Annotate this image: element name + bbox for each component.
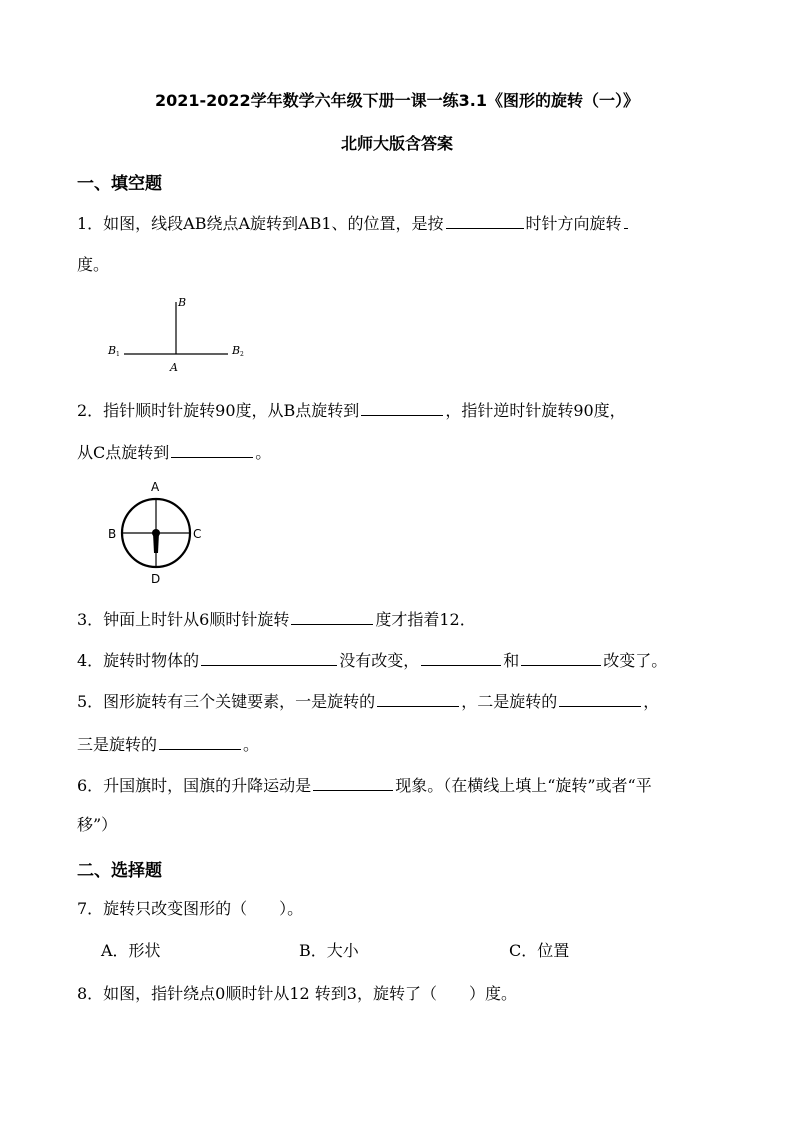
question-1-text-b: 时针方向旋转 <box>525 214 622 233</box>
dial-pivot <box>152 529 160 537</box>
question-2-line-1 <box>77 399 626 421</box>
question-3-line-1 <box>77 608 476 630</box>
dial-label-a: A <box>151 480 160 494</box>
label-b1: B <box>108 344 117 357</box>
question-4-blank-1[interactable] <box>201 649 337 666</box>
question-2-text-d: 。 <box>255 443 272 462</box>
question-5-line-1 <box>77 690 659 712</box>
section-fill-blank-heading: 一、填空题 <box>77 174 162 194</box>
label-a: A <box>170 361 178 374</box>
question-6-blank-1[interactable] <box>313 774 393 791</box>
question-2-text-a: 2．指针顺时针旋转90度，从B点旋转到 <box>77 401 360 420</box>
question-5-line-2 <box>77 733 259 755</box>
question-7-option-c[interactable]: C．位置 <box>509 941 570 960</box>
question-3-text-a: 3．钟面上时针从6顺时针旋转 <box>77 610 290 629</box>
question-6-text-b: 现象。（在横线上填上“旋转”或者“平 <box>395 776 652 795</box>
question-8-text: 8．如图，指针绕点0顺时针从12 转到3，旋转了（ ）度。 <box>77 984 517 1003</box>
question-1-figure <box>100 292 260 376</box>
question-5-text-e: 。 <box>243 735 260 754</box>
question-2-line-2 <box>77 441 271 463</box>
question-5-text-c: ， <box>643 692 660 711</box>
question-5-blank-3[interactable] <box>159 733 241 750</box>
page-subtitle: 北师大版含答案 <box>340 134 453 153</box>
question-2-text-c: 从C点旋转到 <box>77 443 170 462</box>
question-6-line-2 <box>77 815 117 835</box>
question-7-option-b[interactable]: B．大小 <box>299 941 359 960</box>
question-2-blank-1[interactable] <box>361 399 443 416</box>
question-5-text-d: 三是旋转的 <box>77 735 158 754</box>
question-5-text-b: ，二是旋转的 <box>461 692 558 711</box>
label-b1-sub: 1 <box>116 351 120 358</box>
label-b2-sub: 2 <box>240 351 244 358</box>
question-3-blank-1[interactable] <box>291 608 373 625</box>
question-6-text-a: 6．升国旗时，国旗的升降运动是 <box>77 776 312 795</box>
label-b: B <box>178 296 187 309</box>
question-7-text: 7．旋转只改变图形的（ ）。 <box>77 899 304 918</box>
question-4-text-b: 没有改变， <box>339 651 420 670</box>
page-title: 2021-2022学年数学六年级下册一课一练3.1《图形的旋转（一）》 <box>154 91 640 110</box>
question-1-text-c: 度。 <box>77 255 110 274</box>
question-7-line-1 <box>77 899 303 919</box>
section-multiple-choice-heading: 二、选择题 <box>77 861 162 881</box>
question-4-line-1 <box>77 649 667 671</box>
dial-label-b: B <box>108 527 117 541</box>
question-4-text-d: 改变了。 <box>603 651 668 670</box>
label-b2: B <box>232 344 241 357</box>
question-1-line-2 <box>77 255 109 275</box>
question-7-option-a[interactable]: A．形状 <box>101 941 161 960</box>
question-3-text-b: 度才指着12． <box>375 610 476 629</box>
question-1-blank-1[interactable] <box>446 212 524 229</box>
question-2-text-b: ，指针逆时针旋转90度， <box>445 401 626 420</box>
dial-label-c: C <box>193 527 202 541</box>
question-5-text-a: 5．图形旋转有三个关键要素，一是旋转的 <box>77 692 376 711</box>
question-4-text-a: 4．旋转时物体的 <box>77 651 200 670</box>
question-1-blank-2[interactable] <box>624 212 628 229</box>
dial-label-d: D <box>151 572 161 586</box>
question-5-blank-1[interactable] <box>377 690 459 707</box>
question-1-line-1 <box>77 212 630 234</box>
question-1-text-a: 1．如图，线段AB绕点A旋转到AB1、的位置，是按 <box>77 214 444 233</box>
question-2-figure <box>104 475 208 587</box>
question-4-text-c: 和 <box>503 651 520 670</box>
question-8-line-1 <box>77 984 517 1004</box>
question-6-text-c: 移”） <box>77 815 118 834</box>
question-2-blank-2[interactable] <box>171 441 253 458</box>
question-4-blank-2[interactable] <box>421 649 501 666</box>
question-5-blank-2[interactable] <box>559 690 641 707</box>
question-4-blank-3[interactable] <box>521 649 601 666</box>
question-6-line-1 <box>77 774 652 796</box>
